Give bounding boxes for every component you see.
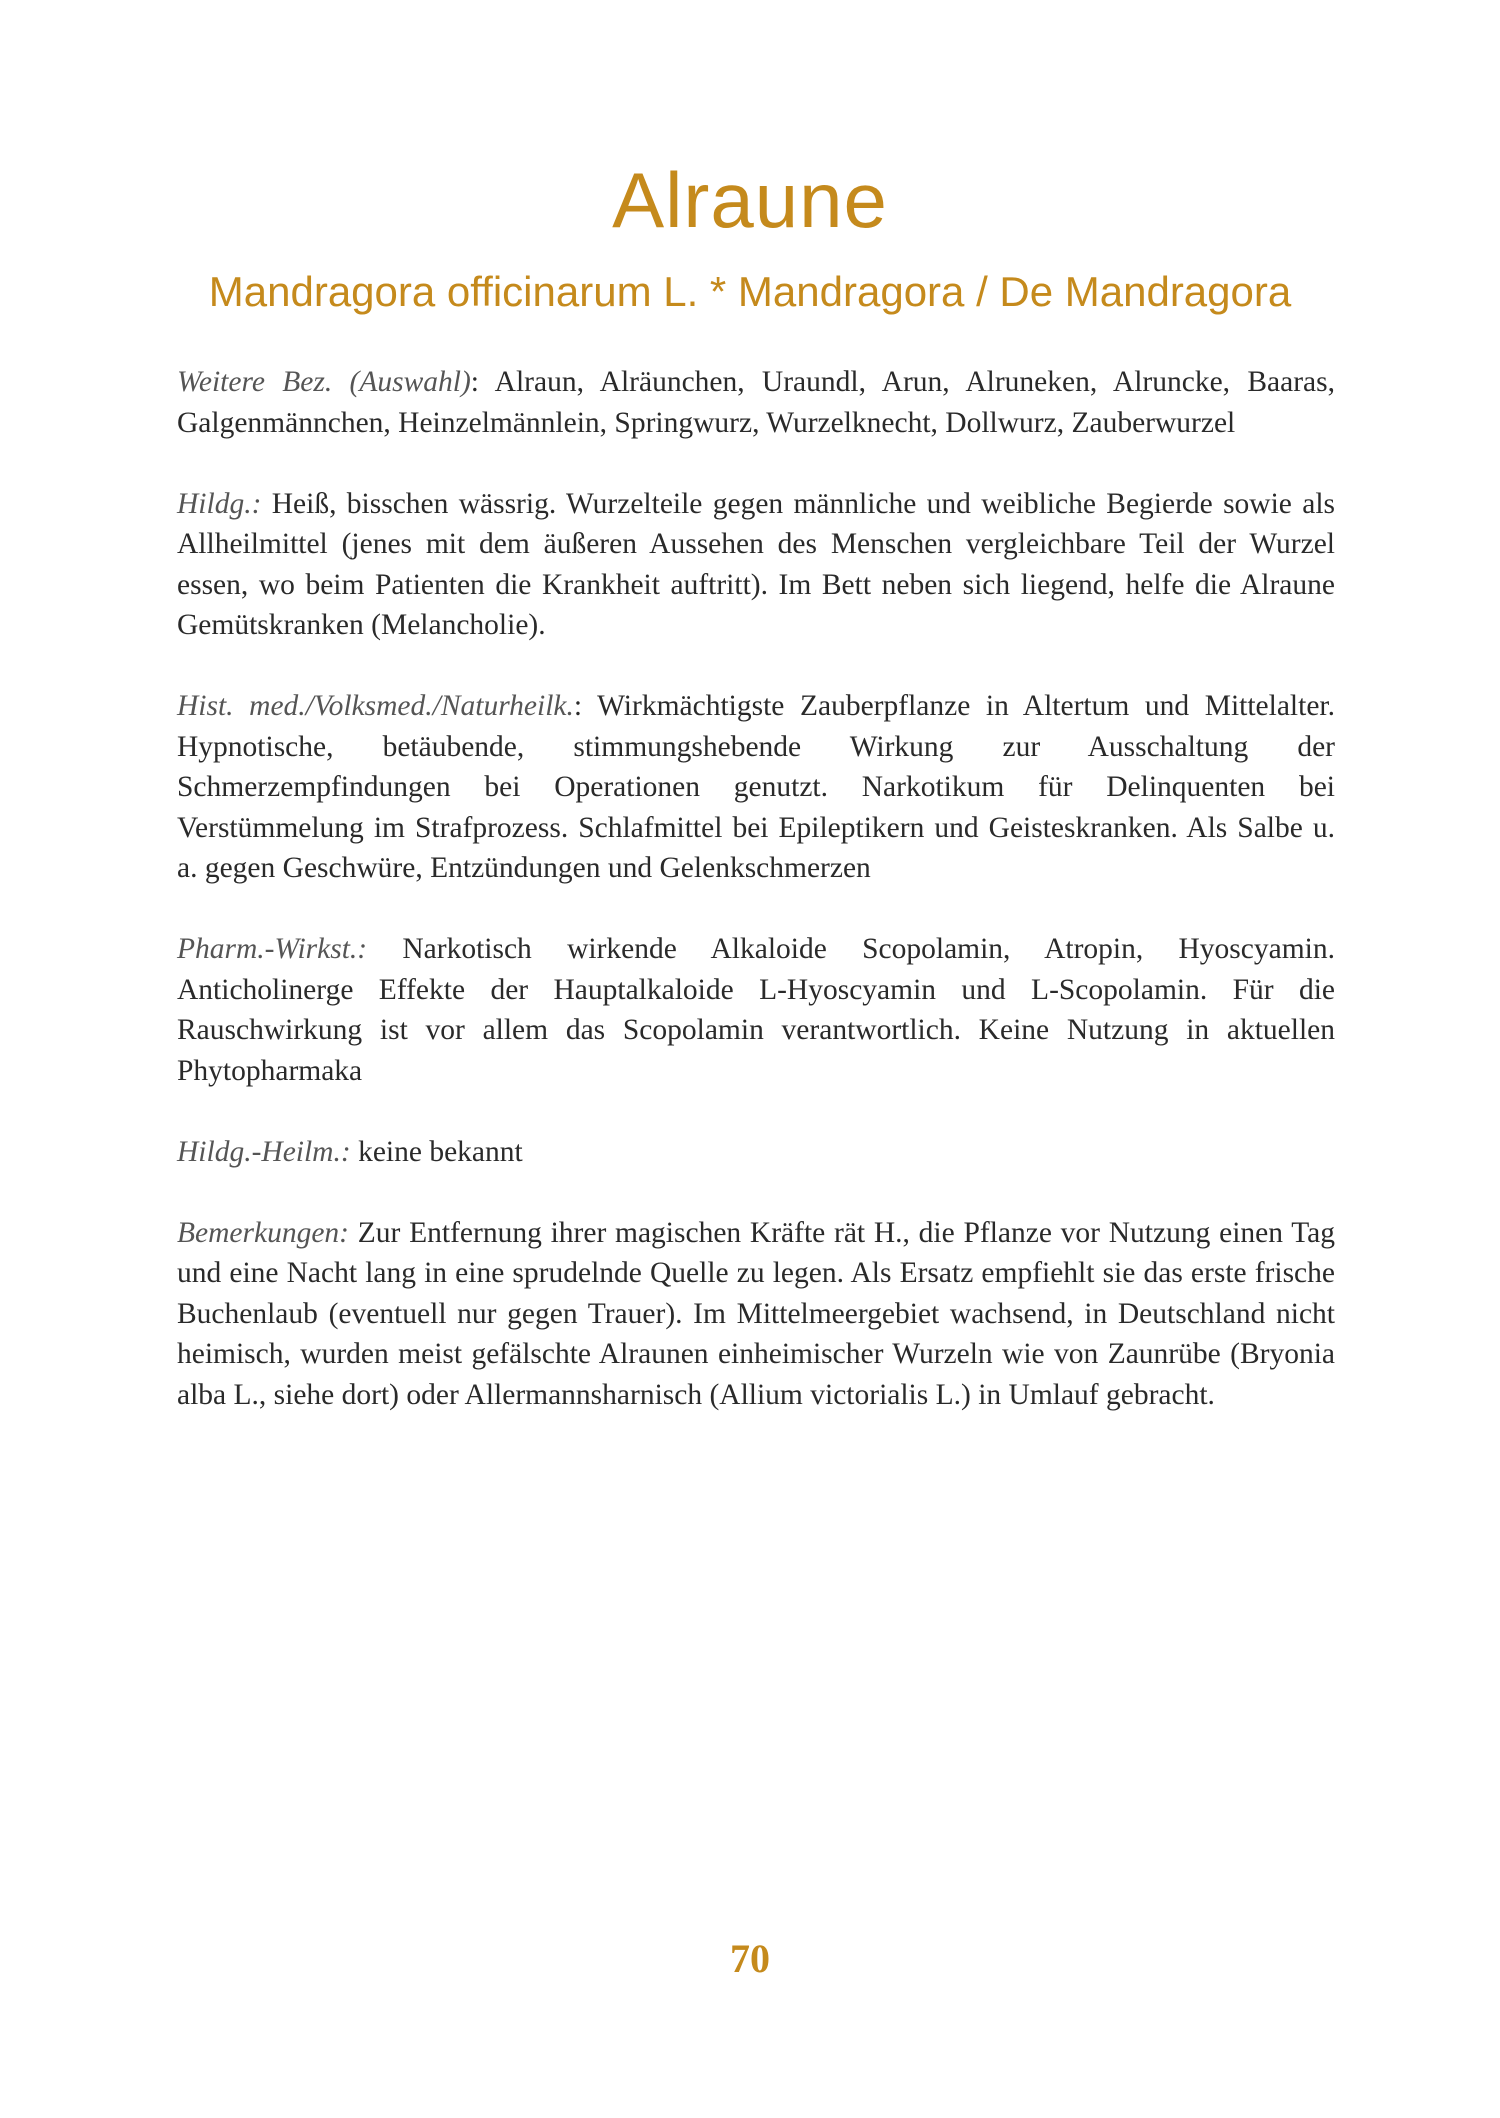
section-label: Pharm.-Wirkst.: (177, 933, 368, 965)
section-label: Hildg.-Heilm.: (177, 1135, 351, 1168)
section-pharm-active-substances (177, 929, 1335, 1091)
section-label: Hist. med./Volksmed./Naturheilk. (177, 690, 574, 722)
section-separator: : (573, 690, 598, 722)
section-text: keine bekannt (358, 1135, 523, 1168)
section-text: Heiß, bisschen wässrig. Wurzelteile gegen männliche und weibliche Begierde sowie als Allheilmittel (jenes mit dem äußeren Aussehen des Menschen vergleichbare Teil der Wurzel essen, wo beim Patienten die Krankheit auftritt). Im Bett neben sich liegend, helfe die Alraune Gemütskranken (Melancholie). (177, 487, 1335, 641)
entry-body (177, 362, 1335, 1456)
section-text: Narkotisch wirkende Alkaloide Scopolamin, Atropin, Hyoscyamin. Anticholinerge Effekte der Hauptalkaloide L-Hyoscyamin und L-Scopolamin. Für die Rauschwirkung ist vor allem das Scopolamin verantwortlich. Keine Nutzung in aktuellen Phytopharmaka (177, 933, 1335, 1087)
botanical-subtitle: Mandragora officinarum L. * Mandragora / De Mandragora (208, 268, 1292, 315)
section-hildegard-remedies (177, 1132, 1335, 1173)
section-separator (351, 1136, 358, 1168)
page-title: Alraune (612, 156, 888, 244)
section-historical-medicine (177, 686, 1335, 889)
section-separator: : (470, 366, 495, 398)
section-hildegard (177, 484, 1335, 646)
section-other-names (177, 362, 1335, 443)
section-separator (349, 1217, 358, 1249)
section-remarks (177, 1213, 1335, 1416)
section-text: Alraun, Alräunchen, Uraundl, Arun, Alruneken, Alruncke, Baaras, Galgenmännchen, Heinzelmännlein, Springwurz, Wurzelknecht, Dollwurz, Zauberwurzel (177, 366, 1335, 439)
page-number: 70 (730, 1936, 770, 1981)
section-label: Bemerkungen: (177, 1216, 350, 1249)
section-label: Hildg.: (177, 487, 262, 520)
section-label: Weitere Bez. (Auswahl) (177, 366, 471, 398)
section-separator (367, 933, 402, 965)
section-text: Zur Entfernung ihrer magischen Kräfte rät H., die Pflanze vor Nutzung einen Tag und eine Nacht lang in eine sprudelnde Quelle zu legen. Als Ersatz empfiehlt sie das erste frische Buchenlaub (eventuell nur gegen Trauer). Im Mittelmeergebiet wachsend, in Deutschland nicht heimisch, wurden meist gefälschte Alraunen einheimischer Wurzeln wie von Zaunrübe (Bryonia alba L., siehe dort) oder Allermannsharnisch (Allium victorialis L.) in Umlauf gebracht. (177, 1216, 1336, 1411)
section-separator (261, 488, 271, 520)
section-text: Wirkmächtigste Zauberpflanze in Altertum und Mittelalter. Hypnotische, betäubende, stimmungshebende Wirkung zur Ausschaltung der Schmerzempfindungen bei Operationen genutzt. Narkotikum für Delinquenten bei Verstümmelung im Strafprozess. Schlafmittel bei Epileptikern und Geisteskranken. Als Salbe u. a. gegen Geschwüre, Entzündungen und Gelenkschmerzen (177, 690, 1335, 884)
